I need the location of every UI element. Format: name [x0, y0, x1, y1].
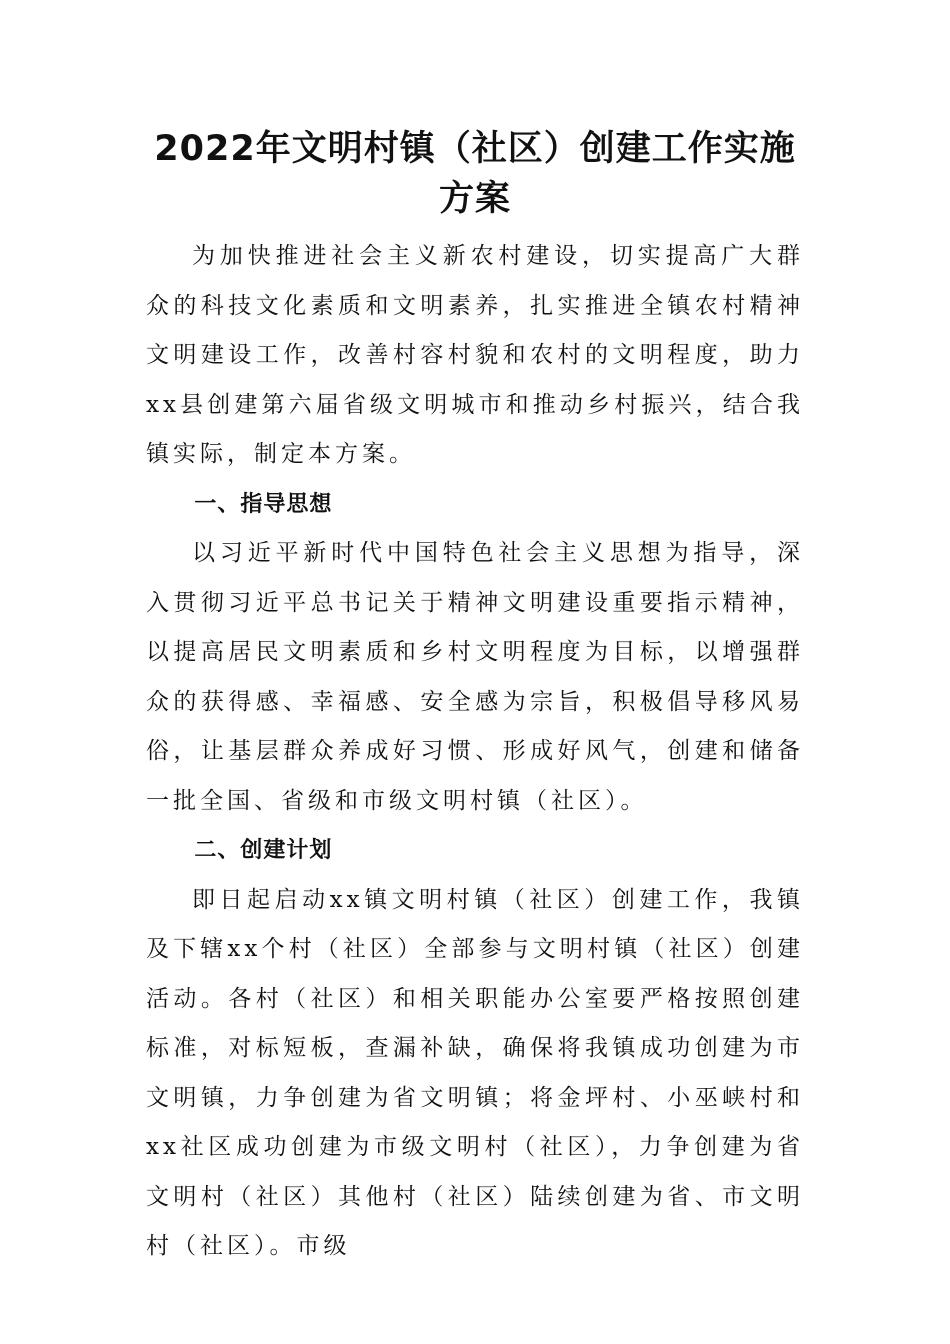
document-title: 2022年文明村镇（社区）创建工作实施方案: [154, 129, 796, 219]
section-heading-creation-plan: 二、创建计划: [194, 838, 333, 863]
intro-paragraph: 为加快推进社会主义新农村建设，切实提高广大群众的科技文化素质和文明素养，扎实推进全镇农村精神文明建设工作，改善村容村貌和农村的文明程度，助力xx县创建第六届省级文明城市和推动乡村振兴，结合我镇实际，制定本方案。: [146, 243, 804, 467]
section-heading-guiding-ideology: 一、指导思想: [194, 491, 333, 517]
section-body-creation-plan: 即日起启动xx镇文明村镇（社区）创建工作，我镇及下辖xx个村（社区）全部参与文明村镇（社区）创建活动。各村（社区）和相关职能办公室要严格按照创建标准，对标短板，查漏补缺，确保将我镇成功创建为市文明镇，力争创建为省文明镇；将金坪村、小巫峡村和xx社区成功创建为市级文明村（社区），力争创建为省文明村（社区）其他村（社区）陆续创建为省、市文明村（社区）。市级: [146, 886, 804, 1259]
section-body-guiding-ideology: 以习近平新时代中国特色社会主义思想为指导，深入贯彻习近平总书记关于精神文明建设重要指示精神，以提高居民文明素质和乡村文明程度为目标，以增强群众的获得感、幸福感、安全感为宗旨，积极倡导移风易俗，让基层群众养成好习惯、形成好风气，创建和储备一批全国、省级和市级文明村镇（社区）。: [146, 540, 804, 814]
